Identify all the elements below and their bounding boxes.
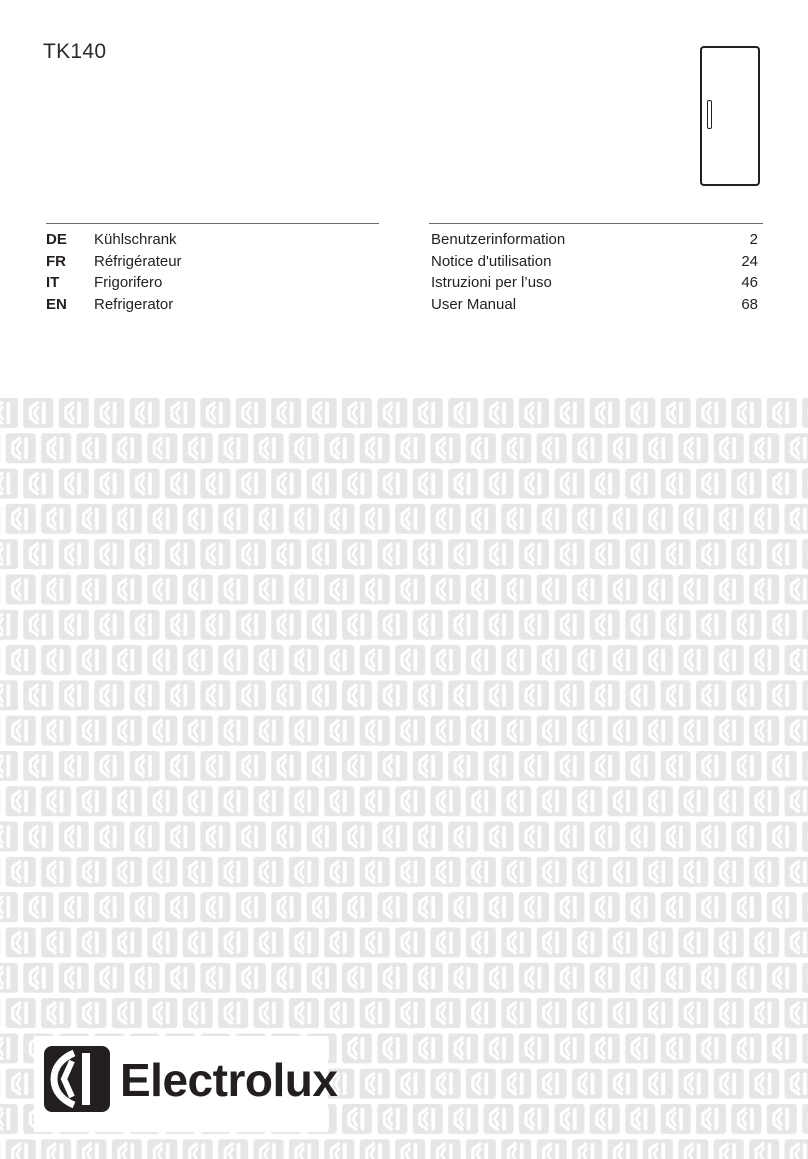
language-row — [46, 251, 386, 273]
language-code: FR — [46, 252, 66, 270]
language-product-name: Refrigerator — [94, 295, 174, 313]
divider-left — [46, 223, 379, 224]
language-row — [46, 229, 386, 251]
language-product-name: Réfrigérateur — [94, 252, 182, 270]
language-code: DE — [46, 231, 67, 249]
language-product-name: Kühlschrank — [94, 231, 177, 249]
manual-title: Benutzerinformation — [431, 231, 566, 249]
brand-logo — [34, 1036, 338, 1132]
manual-row[interactable] — [431, 229, 758, 251]
manual-row[interactable] — [431, 251, 758, 273]
language-row — [46, 272, 386, 294]
refrigerator-icon — [700, 46, 760, 186]
electrolux-logo-icon — [44, 1046, 110, 1112]
manual-page-number: 68 — [741, 295, 758, 313]
language-list — [46, 229, 386, 315]
language-code: EN — [46, 295, 67, 313]
manual-page-number: 2 — [749, 231, 758, 249]
brand-wordmark: Electrolux — [120, 1054, 338, 1106]
language-product-name: Frigorifero — [94, 274, 163, 292]
manual-title: Notice d'utilisation — [431, 252, 552, 270]
manual-page-number: 46 — [741, 274, 758, 292]
model-title: TK140 — [43, 40, 107, 63]
language-code: IT — [46, 274, 60, 292]
manual-page-number: 24 — [741, 252, 758, 270]
manual-index — [431, 229, 758, 315]
divider-right — [429, 223, 763, 224]
language-row — [46, 294, 386, 316]
manual-title: User Manual — [431, 295, 517, 313]
manual-row[interactable] — [431, 272, 758, 294]
manual-row[interactable] — [431, 294, 758, 316]
manual-title: Istruzioni per l’uso — [431, 274, 552, 292]
door-handle — [707, 100, 712, 129]
